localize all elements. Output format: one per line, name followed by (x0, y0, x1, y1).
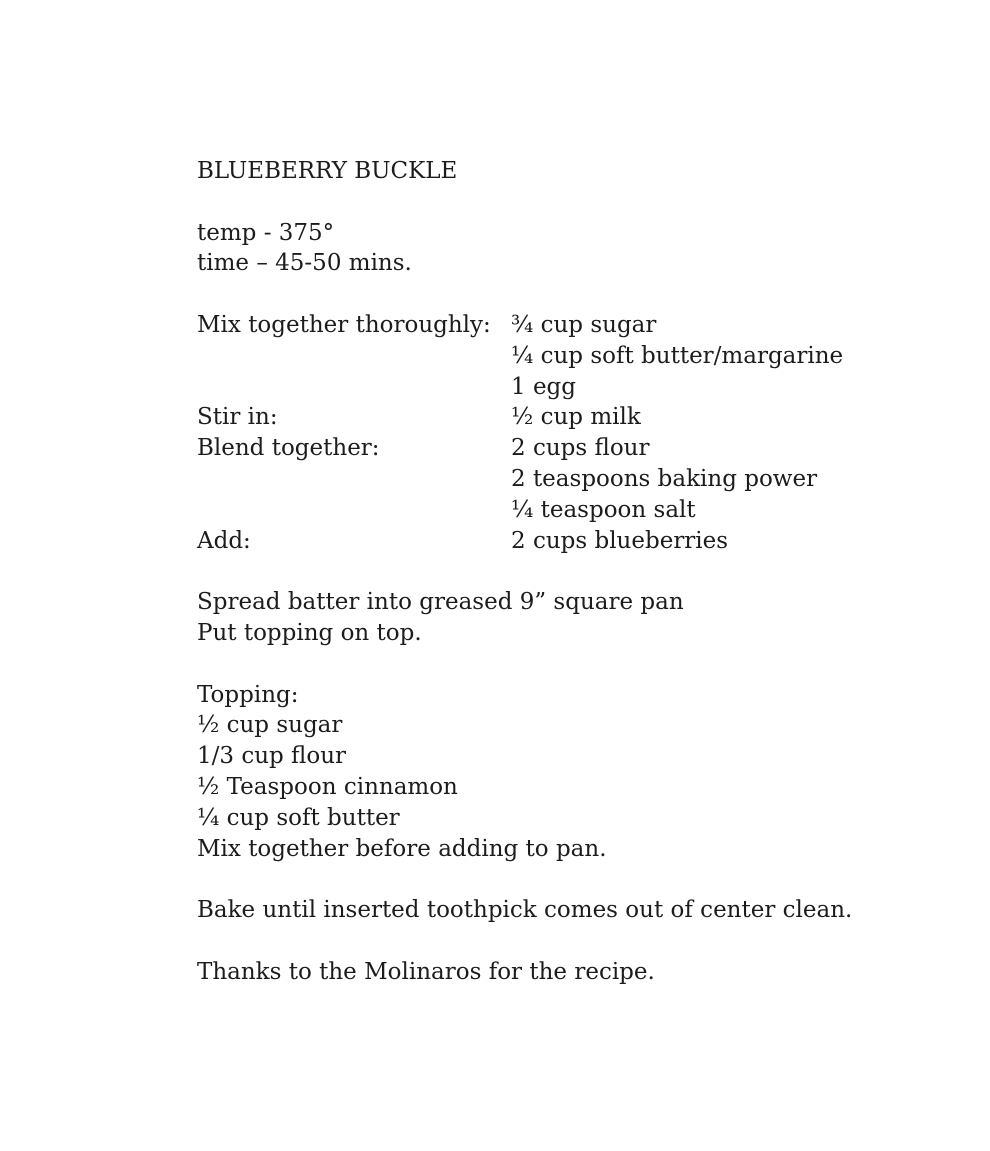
thanks-note: Thanks to the Molinaros for the recipe. (197, 958, 655, 985)
ingredient-items (511, 310, 930, 402)
ingredient-item: ¾ cup sugar (511, 311, 657, 338)
topping-section (197, 680, 930, 865)
ingredient-item: ½ cup milk (511, 404, 641, 431)
ingredient-item: ¼ teaspoon salt (511, 496, 696, 523)
ingredient-label: Blend together: (197, 435, 380, 462)
ingredient-row (197, 402, 930, 433)
time-line: time – 45-50 mins. (197, 250, 412, 277)
ingredient-row (197, 433, 930, 525)
temp-line: temp - 375° (197, 219, 335, 246)
ingredient-item: 1 egg (511, 373, 577, 400)
ingredient-items (511, 402, 930, 433)
temp-time-section (197, 218, 930, 280)
ingredient-item: 2 cups flour (511, 435, 650, 462)
topping-item: ½ Teaspoon cinnamon (197, 773, 458, 800)
ingredients-section (197, 310, 930, 556)
instruction-line: Spread batter into greased 9” square pan (197, 589, 684, 616)
ingredient-label: Add: (197, 527, 251, 554)
ingredient-item: 2 cups blueberries (511, 527, 729, 554)
thanks-note-section (197, 957, 930, 988)
instruction-line: Put topping on top. (197, 619, 422, 646)
ingredient-label: Mix together thoroughly: (197, 311, 491, 338)
topping-heading: Topping: (197, 681, 299, 708)
bake-note-section (197, 895, 930, 926)
pan-instructions-section (197, 587, 930, 649)
ingredient-items (511, 526, 930, 557)
topping-item: ¼ cup soft butter (197, 804, 400, 831)
bake-note: Bake until inserted toothpick comes out of center clean. (197, 897, 853, 924)
topping-item: 1/3 cup flour (197, 743, 347, 770)
ingredient-item: 2 teaspoons baking power (511, 465, 818, 492)
title-section (197, 156, 930, 187)
ingredient-row (197, 526, 930, 557)
ingredient-item: ¼ cup soft butter/margarine (511, 342, 844, 369)
ingredient-items (511, 433, 930, 525)
ingredient-row (197, 310, 930, 402)
topping-item: ½ cup sugar (197, 712, 343, 739)
topping-item: Mix together before adding to pan. (197, 835, 607, 862)
ingredient-label: Stir in: (197, 404, 278, 431)
recipe-title: BLUEBERRY BUCKLE (197, 158, 458, 184)
